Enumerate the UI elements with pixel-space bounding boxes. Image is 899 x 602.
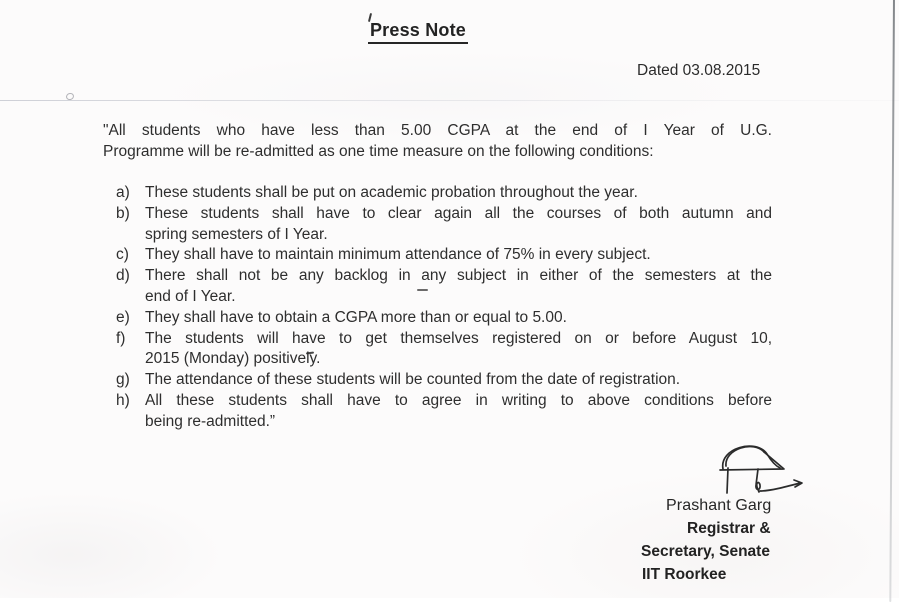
condition-item-a [103, 183, 772, 204]
condition-line: These students shall have to clear again all the courses of both autumn and [145, 204, 772, 222]
condition-label: b) [116, 204, 130, 222]
condition-item-c [103, 245, 772, 266]
condition-item-b [103, 204, 772, 246]
intro-line-2: Programme will be re-admitted as one time measure on the following conditions: [103, 142, 654, 160]
condition-label: c) [116, 246, 129, 264]
document-title: Press Note [368, 20, 468, 44]
condition-line: 2015 (Monday) positively. [145, 350, 321, 368]
condition-line: There shall not be any backlog in any subject in either of the semesters at the [145, 267, 772, 285]
condition-line: The attendance of these students will be counted from the date of registration. [145, 371, 681, 389]
conditions-list [103, 183, 772, 433]
signature-scribble [690, 436, 810, 501]
condition-label: h) [116, 391, 130, 409]
condition-label: a) [116, 184, 130, 201]
condition-label: f) [116, 329, 126, 347]
condition-line: The students will have to get themselves registered on or before August 10, [145, 329, 772, 347]
signatory-institute: IIT Roorkee [642, 566, 727, 583]
condition-item-h [103, 391, 772, 433]
condition-line: They shall have to maintain minimum attendance of 75% in every subject. [145, 246, 651, 264]
condition-line: spring semesters of I Year. [145, 225, 328, 243]
condition-line: end of I Year. [145, 287, 236, 305]
signatory-role-secretary: Secretary, Senate [641, 543, 770, 560]
condition-label: g) [116, 371, 130, 389]
intro-line-1: "All students who have less than 5.00 CGPA at the end of I Year of U.G. [103, 122, 772, 139]
condition-line: They shall have to obtain a CGPA more than or equal to 5.00. [145, 308, 567, 326]
condition-line: All these students shall have to agree in writing to above conditions before [145, 391, 772, 409]
condition-label: e) [116, 308, 130, 326]
date-line: Dated 03.08.2015 [637, 62, 761, 79]
condition-item-e [103, 308, 772, 329]
condition-item-f [103, 329, 772, 371]
signatory-name: Prashant Garg [666, 497, 772, 514]
condition-item-d [103, 266, 772, 308]
condition-line: being re-admitted.” [145, 412, 276, 430]
title-row [0, 20, 836, 44]
condition-label: d) [116, 267, 130, 285]
condition-item-g [103, 370, 772, 391]
scan-artifact-page-edge-line [889, 0, 895, 602]
intro-paragraph [103, 121, 772, 163]
condition-line: These students shall be put on academic probation throughout the year. [145, 184, 638, 201]
scan-artifact-horizontal-line [0, 100, 899, 101]
signatory-role-registrar: Registrar & [687, 520, 771, 537]
